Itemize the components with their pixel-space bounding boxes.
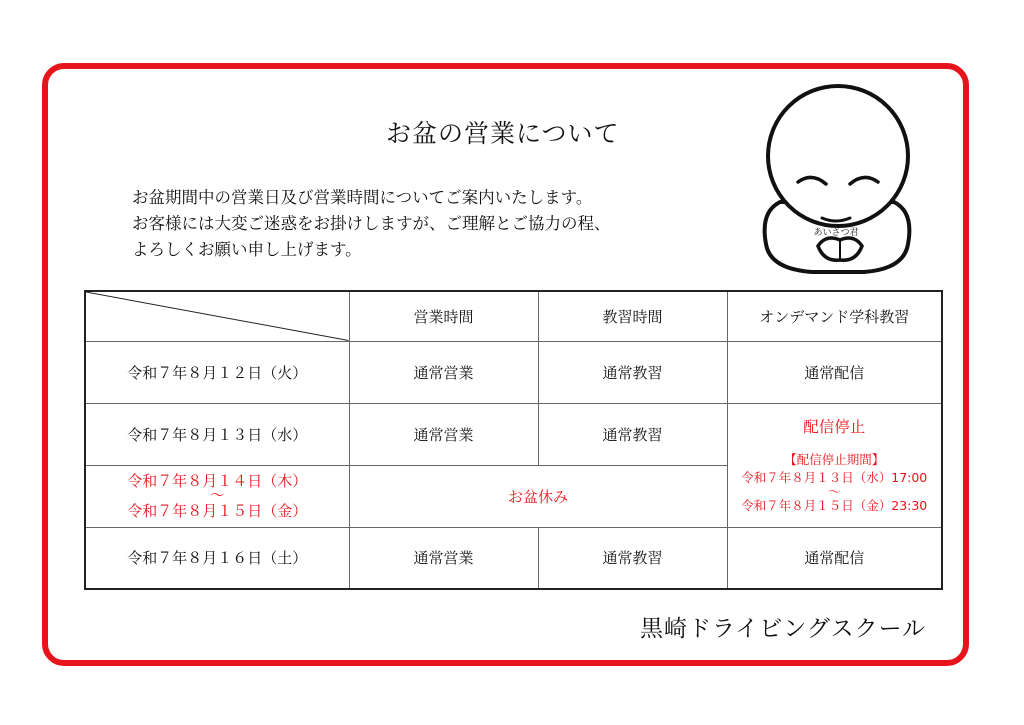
header-lesson-hours: 教習時間 — [538, 291, 727, 341]
business-cell: 通常営業 — [349, 403, 538, 465]
ondemand-cell: 通常配信 — [727, 527, 942, 589]
stop-period-tilde: ～ — [827, 484, 841, 499]
page-title: お盆の営業について — [386, 119, 620, 148]
table-row — [85, 403, 942, 465]
diagonal-line — [86, 292, 349, 341]
table-row — [85, 341, 942, 403]
table-header-row — [85, 291, 942, 341]
date-range-cell — [85, 465, 349, 527]
date-tilde: ～ — [210, 488, 225, 504]
business-cell: 通常営業 — [349, 527, 538, 589]
lesson-cell: 通常教習 — [538, 341, 727, 403]
date-cell: 令和７年８月１３日（水） — [85, 403, 349, 465]
stop-period-to: 令和７年８月１５日（金）23:30 — [741, 498, 928, 513]
closed-cell: お盆休み — [349, 465, 727, 527]
stop-period-label: 【配信停止期間】 — [784, 452, 885, 467]
intro-line: お客様には大変ご迷惑をお掛けしますが、ご理解とご協力の程、 — [132, 214, 611, 233]
ondemand-stop-cell — [727, 403, 942, 527]
diagonal-corner-cell — [85, 291, 349, 341]
table-row — [85, 527, 942, 589]
school-name: 黒崎ドライビングスクール — [640, 616, 927, 642]
bowing-mascot-illustration — [752, 84, 922, 284]
date-to: 令和７年８月１５日（金） — [127, 502, 308, 520]
date-from: 令和７年８月１４日（木） — [127, 472, 308, 490]
stop-main-label: 配信停止 — [803, 418, 866, 436]
business-cell: 通常営業 — [349, 341, 538, 403]
header-business-hours: 営業時間 — [349, 291, 538, 341]
ondemand-cell: 通常配信 — [727, 341, 942, 403]
intro-line: よろしくお願い申し上げます。 — [132, 240, 362, 259]
lesson-cell: 通常教習 — [538, 403, 727, 465]
intro-text — [132, 185, 611, 263]
lesson-cell: 通常教習 — [538, 527, 727, 589]
mascot-badge: あいさつ君 — [813, 228, 859, 238]
intro-line: お盆期間中の営業日及び営業時間についてご案内いたします。 — [132, 188, 593, 207]
date-cell: 令和７年８月１６日（土） — [85, 527, 349, 589]
stop-period-from: 令和７年８月１３日（水）17:00 — [741, 470, 928, 485]
date-cell: 令和７年８月１２日（火） — [85, 341, 349, 403]
schedule-table — [84, 290, 943, 590]
header-ondemand: オンデマンド学科教習 — [727, 291, 942, 341]
